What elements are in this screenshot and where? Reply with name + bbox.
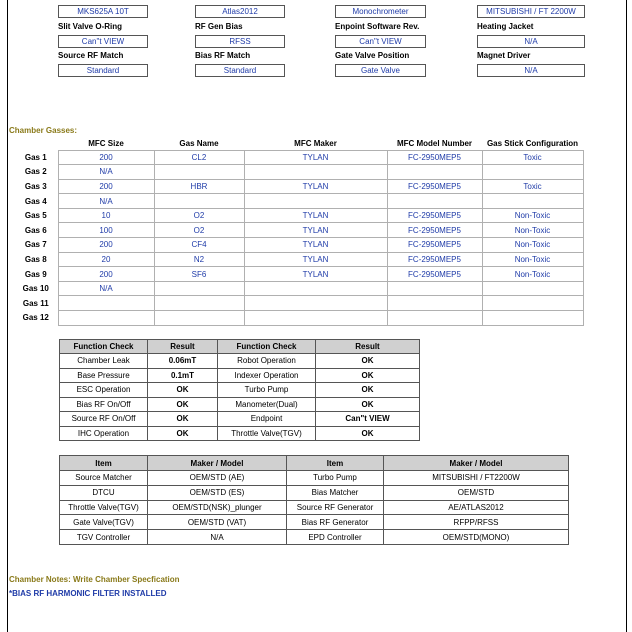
table-row — [60, 485, 569, 500]
table-cell: TYLAN — [244, 223, 387, 238]
gas-row-label: Gas 9 — [24, 269, 47, 279]
table-cell: FC-2950MEP5 — [387, 267, 482, 282]
table-cell: OEM/STD (AE) — [148, 471, 287, 486]
table-cell: Non-Toxic — [482, 223, 583, 238]
info-value: Standard — [195, 64, 285, 77]
table-row — [60, 412, 420, 427]
table-cell — [154, 165, 244, 180]
table-cell: Endpoint — [218, 412, 316, 427]
table-cell: MITSUBISHI / FT2200W — [384, 471, 569, 486]
table-cell — [387, 281, 482, 296]
header-cell: Function Check — [60, 340, 148, 354]
table-cell: RFPP/RFSS — [384, 515, 569, 530]
table-row — [14, 223, 583, 238]
table-cell: Gate Valve(TGV) — [60, 515, 148, 530]
table-cell — [387, 296, 482, 311]
header-cell: Result — [316, 340, 420, 354]
info-value: Can"t VIEW — [58, 35, 148, 48]
info-value: N/A — [477, 64, 585, 77]
table-row — [60, 368, 420, 383]
table-cell: 200 — [58, 150, 154, 165]
table-row — [60, 354, 420, 369]
header-cell: Item — [287, 456, 384, 471]
gas-row-label: Gas 8 — [24, 254, 47, 264]
gas-row-label: Gas 3 — [24, 181, 47, 191]
table-cell: Source RF On/Off — [60, 412, 148, 427]
table-cell — [244, 296, 387, 311]
table-cell: 0.1mT — [148, 368, 218, 383]
table-cell: 200 — [58, 238, 154, 253]
table-cell: IHC Operation — [60, 426, 148, 441]
table-cell — [244, 194, 387, 209]
table-cell: N/A — [58, 281, 154, 296]
chamber-notes-title: Chamber Notes: Write Chamber Specfication — [9, 575, 180, 584]
table-cell: 200 — [58, 179, 154, 194]
gas-row-label: Gas 5 — [24, 211, 47, 221]
chamber-gasses-title: Chamber Gasses: — [9, 126, 78, 135]
header-cell: Gas Name — [179, 138, 219, 148]
table-cell: 10 — [58, 208, 154, 223]
table-row — [14, 311, 583, 326]
info-value: Gate Valve — [335, 64, 426, 77]
table-cell — [154, 281, 244, 296]
table-cell — [482, 311, 583, 326]
table-header-row — [60, 456, 569, 471]
table-cell: N2 — [154, 252, 244, 267]
table-cell: OEM/STD(NSK)_plunger — [148, 500, 287, 515]
function-check-table — [59, 339, 420, 441]
gas-row-label: Gas 2 — [24, 167, 47, 177]
chamber-notes-text: *BIAS RF HARMONIC FILTER INSTALLED — [9, 589, 167, 598]
table-row — [14, 150, 583, 165]
table-cell: HBR — [154, 179, 244, 194]
header-cell: Function Check — [218, 340, 316, 354]
table-cell: EPD Controller — [287, 530, 384, 545]
info-label: Gate Valve Position — [335, 51, 410, 60]
table-cell: Non-Toxic — [482, 208, 583, 223]
table-cell: Manometer(Dual) — [218, 397, 316, 412]
table-row — [14, 281, 583, 296]
table-cell: 200 — [58, 267, 154, 282]
table-cell — [244, 311, 387, 326]
table-cell — [387, 311, 482, 326]
table-cell: Base Pressure — [60, 368, 148, 383]
header-cell: Gas Stick Configuration — [486, 138, 579, 148]
table-cell: TYLAN — [244, 179, 387, 194]
table-cell: FC-2950MEP5 — [387, 252, 482, 267]
table-cell: Chamber Leak — [60, 354, 148, 369]
table-cell: OK — [316, 354, 420, 369]
table-cell: FC-2950MEP5 — [387, 208, 482, 223]
table-cell: OEM/STD(MONO) — [384, 530, 569, 545]
header-cell: MFC Size — [88, 138, 124, 148]
info-label: Enpoint Software Rev. — [335, 22, 420, 31]
gas-row-label: Gas 6 — [24, 225, 47, 235]
table-cell — [387, 194, 482, 209]
header-cell — [14, 137, 58, 150]
table-row — [14, 165, 583, 180]
info-label: Source RF Match — [58, 51, 124, 60]
table-cell: FC-2950MEP5 — [387, 179, 482, 194]
info-value: N/A — [477, 35, 585, 48]
table-cell: Source Matcher — [60, 471, 148, 486]
info-value: MKS625A 10T — [58, 5, 148, 18]
chamber-gasses-table — [14, 137, 584, 326]
table-row — [14, 296, 583, 311]
info-value: Atlas2012 — [195, 5, 285, 18]
table-cell: O2 — [154, 208, 244, 223]
table-cell: CL2 — [154, 150, 244, 165]
info-label: Heating Jacket — [477, 22, 534, 31]
table-cell — [482, 194, 583, 209]
info-label: Magnet Driver — [477, 51, 531, 60]
table-cell: TYLAN — [244, 208, 387, 223]
table-cell: Non-Toxic — [482, 238, 583, 253]
table-cell: Can"t VIEW — [316, 412, 420, 427]
table-cell: 20 — [58, 252, 154, 267]
table-cell: Indexer Operation — [218, 368, 316, 383]
table-header-row — [14, 137, 583, 150]
info-value: RFSS — [195, 35, 285, 48]
maker-model-table — [59, 455, 569, 545]
table-cell — [154, 296, 244, 311]
table-cell: CF4 — [154, 238, 244, 253]
gas-row-label: Gas 1 — [24, 152, 47, 162]
table-cell: OEM/STD — [384, 485, 569, 500]
table-cell: ESC Operation — [60, 383, 148, 398]
table-cell: Turbo Pump — [287, 471, 384, 486]
table-cell: SF6 — [154, 267, 244, 282]
table-cell: OK — [148, 383, 218, 398]
info-value: Monochrometer — [335, 5, 426, 18]
table-cell — [244, 281, 387, 296]
table-cell: FC-2950MEP5 — [387, 223, 482, 238]
table-cell: N/A — [58, 194, 154, 209]
table-cell: OK — [316, 397, 420, 412]
info-label: Bias RF Match — [195, 51, 251, 60]
gas-row-label: Gas 12 — [22, 313, 49, 323]
info-value: Standard — [58, 64, 148, 77]
table-cell: FC-2950MEP5 — [387, 150, 482, 165]
table-cell — [58, 296, 154, 311]
table-cell: TYLAN — [244, 238, 387, 253]
table-row — [14, 208, 583, 223]
table-row — [60, 471, 569, 486]
header-cell: Maker / Model — [148, 456, 287, 471]
table-cell: Toxic — [482, 150, 583, 165]
info-label: Slit Valve O-Ring — [58, 22, 123, 31]
table-cell — [482, 165, 583, 180]
table-cell: Turbo Pump — [218, 383, 316, 398]
table-cell: Non-Toxic — [482, 252, 583, 267]
table-cell: O2 — [154, 223, 244, 238]
table-cell — [482, 281, 583, 296]
table-row — [14, 238, 583, 253]
table-cell: N/A — [58, 165, 154, 180]
table-cell — [244, 165, 387, 180]
table-row — [60, 530, 569, 545]
table-cell — [154, 311, 244, 326]
table-cell: TYLAN — [244, 267, 387, 282]
table-cell: Bias Matcher — [287, 485, 384, 500]
table-cell: Bias RF On/Off — [60, 397, 148, 412]
table-row — [14, 179, 583, 194]
table-cell: Throttle Valve(TGV) — [60, 500, 148, 515]
table-cell — [58, 311, 154, 326]
table-cell: Throttle Valve(TGV) — [218, 426, 316, 441]
info-value: MITSUBISHI / FT 2200W — [477, 5, 585, 18]
header-cell: Result — [148, 340, 218, 354]
gas-row-label: Gas 11 — [22, 298, 49, 308]
header-cell: MFC Maker — [294, 138, 337, 148]
table-cell: OEM/STD (VAT) — [148, 515, 287, 530]
header-cell: Maker / Model — [384, 456, 569, 471]
table-cell: OK — [316, 426, 420, 441]
table-cell: Source RF Generator — [287, 500, 384, 515]
header-cell: MFC Model Number — [396, 138, 473, 148]
gas-row-label: Gas 4 — [24, 196, 47, 206]
table-cell: TYLAN — [244, 150, 387, 165]
table-cell: TYLAN — [244, 252, 387, 267]
gas-row-label: Gas 7 — [24, 240, 47, 250]
table-row — [60, 500, 569, 515]
table-row — [14, 252, 583, 267]
table-cell: AE/ATLAS2012 — [384, 500, 569, 515]
table-cell — [387, 165, 482, 180]
info-value: Can"t VIEW — [335, 35, 426, 48]
table-cell: 100 — [58, 223, 154, 238]
table-cell — [482, 296, 583, 311]
table-cell: OK — [316, 383, 420, 398]
table-cell: OK — [148, 397, 218, 412]
table-row — [14, 194, 583, 209]
table-cell: DTCU — [60, 485, 148, 500]
info-label: RF Gen Bias — [195, 22, 243, 31]
table-cell: TGV Controller — [60, 530, 148, 545]
table-cell: OK — [316, 368, 420, 383]
table-row — [14, 267, 583, 282]
table-cell: OK — [148, 412, 218, 427]
table-cell: Toxic — [482, 179, 583, 194]
table-cell: Robot Operation — [218, 354, 316, 369]
table-row — [60, 383, 420, 398]
table-row — [60, 397, 420, 412]
table-row — [60, 515, 569, 530]
table-cell: N/A — [148, 530, 287, 545]
table-cell: FC-2950MEP5 — [387, 238, 482, 253]
table-cell: 0.06mT — [148, 354, 218, 369]
gas-row-label: Gas 10 — [22, 284, 49, 294]
table-cell: OEM/STD (ES) — [148, 485, 287, 500]
header-cell: Item — [60, 456, 148, 471]
table-cell: OK — [148, 426, 218, 441]
table-cell: Non-Toxic — [482, 267, 583, 282]
table-row — [60, 426, 420, 441]
table-cell — [154, 194, 244, 209]
table-cell: Bias RF Generator — [287, 515, 384, 530]
table-header-row — [60, 340, 420, 354]
